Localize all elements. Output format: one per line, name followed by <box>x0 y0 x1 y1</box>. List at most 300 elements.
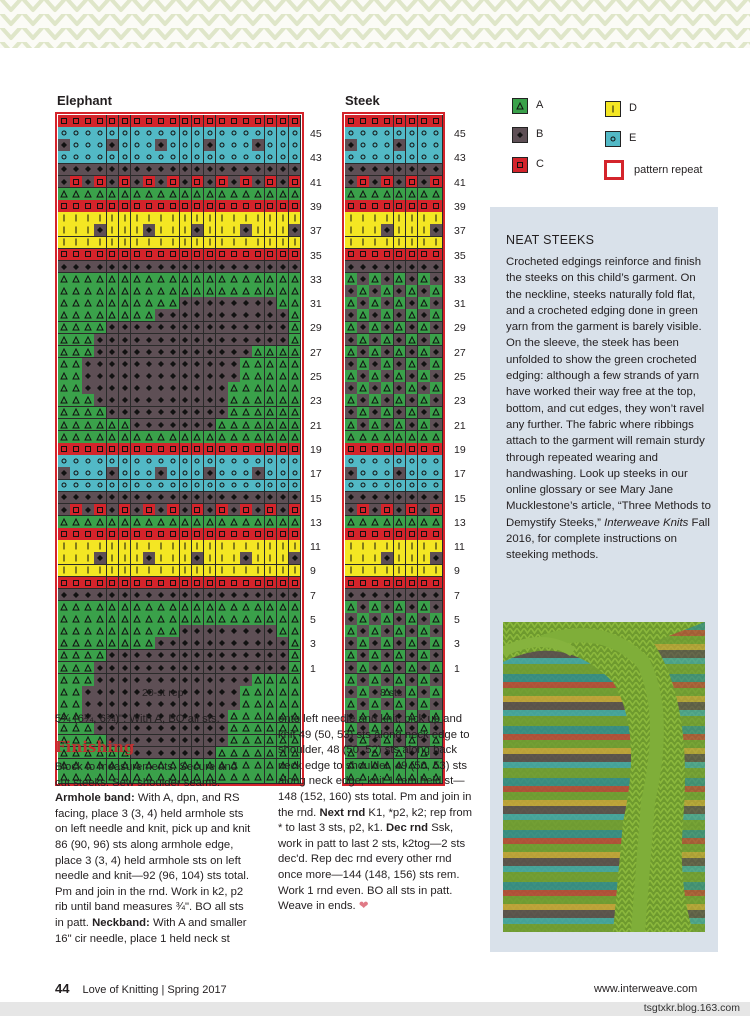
stitch-symbol-icon <box>350 555 352 562</box>
stitch-symbol-icon <box>157 299 165 307</box>
issue-date: | Spring 2017 <box>161 984 227 996</box>
chart-cell <box>357 516 370 529</box>
chart-cell <box>192 662 205 675</box>
chart-cell <box>119 650 132 663</box>
chart-cell <box>192 164 205 177</box>
chart-cell <box>192 601 205 614</box>
stitch-symbol-icon <box>170 349 176 355</box>
stitch-symbol-icon <box>433 118 439 124</box>
chart-cell <box>180 650 193 663</box>
stitch-symbol-icon <box>291 323 299 331</box>
chart-cell <box>70 237 83 250</box>
chart-cell <box>418 237 431 250</box>
stitch-symbol-icon <box>280 203 286 209</box>
chart-cell <box>167 431 180 444</box>
stitch-symbol-icon <box>170 446 176 452</box>
chart-cell <box>357 492 370 505</box>
stitch-symbol-icon <box>96 615 104 623</box>
stitch-symbol-icon <box>85 470 91 476</box>
chart-cell <box>430 382 443 395</box>
stitch-symbol-icon <box>266 615 274 623</box>
chart-cell <box>289 565 302 578</box>
stitch-symbol-icon <box>347 651 355 659</box>
stitch-symbol-icon <box>291 433 299 441</box>
chart-cell <box>418 346 431 359</box>
stitch-symbol-icon <box>207 750 213 756</box>
chart-cell <box>394 407 407 420</box>
stitch-symbol-icon <box>109 397 115 403</box>
stitch-symbol-icon <box>194 580 200 586</box>
stitch-symbol-icon <box>267 264 273 270</box>
stitch-symbol-icon <box>194 531 200 537</box>
stitch-symbol-icon <box>158 640 164 646</box>
stitch-symbol-icon <box>133 627 141 635</box>
stitch-symbol-icon <box>279 603 287 611</box>
stitch-symbol-icon <box>109 482 115 488</box>
stitch-symbol-icon <box>360 130 366 136</box>
chart-cell <box>94 285 107 298</box>
chart-cell <box>131 370 144 383</box>
chart-cell <box>345 127 358 140</box>
stitch-symbol-icon <box>395 299 403 307</box>
chart-cell <box>204 540 217 553</box>
chart-cell <box>289 370 302 383</box>
stitch-symbol-icon <box>60 311 68 319</box>
stitch-symbol-icon <box>194 154 200 160</box>
chart-cell <box>131 382 144 395</box>
chart-cell <box>240 601 253 614</box>
chart-cell <box>167 261 180 274</box>
stitch-symbol-icon <box>158 737 164 743</box>
stitch-symbol-icon <box>85 580 91 586</box>
chart-cell <box>107 297 120 310</box>
stitch-symbol-icon <box>279 275 287 283</box>
chart-cell <box>155 431 168 444</box>
stitch-symbol-icon <box>182 422 188 428</box>
chart-cell <box>216 394 229 407</box>
chart-cell <box>406 443 419 456</box>
chart-cell <box>204 467 217 480</box>
stitch-symbol-icon <box>72 615 80 623</box>
stitch-symbol-icon <box>420 627 428 635</box>
stitch-symbol-icon <box>280 251 286 257</box>
stitch-symbol-icon <box>269 227 271 234</box>
chart-cell <box>216 552 229 565</box>
stitch-symbol-icon <box>243 665 249 671</box>
chart-cell <box>58 358 71 371</box>
chart-cell <box>381 334 394 347</box>
chart-cell <box>394 115 407 128</box>
chart-cell <box>119 346 132 359</box>
chart-cell <box>345 504 358 517</box>
chart-cell <box>82 139 95 152</box>
stitch-symbol-icon <box>134 130 140 136</box>
stitch-symbol-icon <box>409 118 415 124</box>
chart-cell <box>252 686 265 699</box>
stitch-symbol-icon <box>279 408 287 416</box>
chart-cell <box>143 151 156 164</box>
stitch-symbol-icon <box>207 130 213 136</box>
chart-cell <box>94 686 107 699</box>
stitch-symbol-icon <box>182 494 188 500</box>
stitch-symbol-icon <box>242 384 250 392</box>
chart-cell <box>204 698 217 711</box>
chart-cell <box>216 443 229 456</box>
chart-cell <box>265 212 278 225</box>
stitch-symbol-icon <box>194 227 200 233</box>
stitch-symbol-icon <box>255 300 261 306</box>
chart-cell <box>277 589 290 602</box>
stitch-symbol-icon <box>243 592 249 598</box>
chart-cell <box>406 358 419 371</box>
chart-cell <box>345 528 358 541</box>
stitch-symbol-icon <box>157 603 165 611</box>
stitch-symbol-icon <box>279 396 287 404</box>
stitch-symbol-icon <box>60 190 68 198</box>
chart-cell <box>167 334 180 347</box>
chart-cell <box>155 394 168 407</box>
stitch-symbol-icon <box>383 311 391 319</box>
chart-cell <box>289 249 302 262</box>
stitch-symbol-icon <box>374 215 376 222</box>
stitch-symbol-icon <box>134 458 140 464</box>
stitch-symbol-icon <box>423 543 425 550</box>
chart-cell <box>265 261 278 274</box>
chart-cell <box>167 249 180 262</box>
chart-cell <box>406 188 419 201</box>
stitch-symbol-icon <box>433 628 439 634</box>
row-number-elephant: 33 <box>310 273 322 286</box>
chart-cell <box>418 176 431 189</box>
chart-cell <box>394 467 407 480</box>
chart-cell <box>82 285 95 298</box>
stitch-symbol-icon <box>134 689 140 695</box>
chart-cell <box>418 212 431 225</box>
stitch-symbol-icon <box>193 275 201 283</box>
stitch-symbol-icon <box>84 348 92 356</box>
chart-cell <box>265 613 278 626</box>
chart-cell <box>58 540 71 553</box>
chart-cell <box>119 115 132 128</box>
chart-cell <box>240 115 253 128</box>
stitch-symbol-icon <box>121 190 129 198</box>
chart-cell <box>155 601 168 614</box>
chart-cell <box>119 285 132 298</box>
chart-cell <box>406 407 419 420</box>
chart-cell <box>119 200 132 213</box>
stitch-symbol-icon <box>84 336 92 344</box>
chart-cell <box>357 455 370 468</box>
stitch-symbol-icon <box>408 190 416 198</box>
chart-cell <box>119 382 132 395</box>
chart-cell <box>369 650 382 663</box>
chart-cell <box>155 589 168 602</box>
chart-cell <box>192 285 205 298</box>
chart-cell <box>228 443 241 456</box>
chart-cell <box>216 127 229 140</box>
stitch-symbol-icon <box>134 652 140 658</box>
chart-cell <box>240 151 253 164</box>
stitch-symbol-icon <box>243 264 249 270</box>
chart-cell <box>94 613 107 626</box>
stitch-symbol-icon <box>420 518 428 526</box>
stitch-symbol-icon <box>169 615 177 623</box>
chart-cell <box>430 480 443 493</box>
stitch-symbol-icon <box>85 361 91 367</box>
stitch-symbol-icon <box>84 603 92 611</box>
chart-cell <box>70 601 83 614</box>
chart-cell <box>143 528 156 541</box>
stitch-symbol-icon <box>291 360 299 368</box>
stitch-symbol-icon <box>266 287 274 295</box>
chart-cell <box>381 237 394 250</box>
chart-cell <box>289 431 302 444</box>
chart-cell <box>381 176 394 189</box>
stitch-symbol-icon <box>242 749 250 757</box>
stitch-symbol-icon <box>384 324 390 330</box>
chart-cell <box>192 419 205 432</box>
chart-cell <box>82 188 95 201</box>
chart-cell <box>406 237 419 250</box>
chart-cell <box>143 322 156 335</box>
stitch-symbol-icon <box>134 203 140 209</box>
chart-cell <box>265 759 278 772</box>
chart-cell <box>155 237 168 250</box>
stitch-symbol-icon <box>347 627 355 635</box>
stitch-symbol-icon <box>279 348 287 356</box>
chart-cell <box>369 467 382 480</box>
row-number-steek: 23 <box>454 395 466 408</box>
chart-cell <box>252 322 265 335</box>
stitch-symbol-icon <box>398 555 400 562</box>
stitch-symbol-icon <box>121 518 129 526</box>
stitch-symbol-icon <box>280 264 286 270</box>
chart-cell <box>277 552 290 565</box>
chart-cell <box>394 164 407 177</box>
stitch-symbol-icon <box>85 446 91 452</box>
chart-cell <box>119 516 132 529</box>
chart-cell <box>418 273 431 286</box>
chart-cell <box>58 224 71 237</box>
chart-cell <box>192 504 205 517</box>
stitch-symbol-icon <box>420 299 428 307</box>
legend-swatch-a <box>512 98 528 114</box>
chart-cell <box>394 419 407 432</box>
chart-cell <box>430 176 443 189</box>
chart-cell <box>94 309 107 322</box>
chart-cell <box>430 237 443 250</box>
stitch-symbol-icon <box>409 604 415 610</box>
chart-cell <box>155 382 168 395</box>
stitch-symbol-icon <box>360 276 366 282</box>
chart-cell <box>167 346 180 359</box>
chart-cell <box>82 237 95 250</box>
chart-cell <box>216 382 229 395</box>
stitch-symbol-icon <box>267 300 273 306</box>
chart-cell <box>289 419 302 432</box>
chart-cell <box>167 735 180 748</box>
stitch-symbol-icon <box>219 179 225 185</box>
stitch-symbol-icon <box>398 239 400 246</box>
chart-cell <box>345 249 358 262</box>
stitch-symbol-icon <box>267 118 273 124</box>
chart-cell <box>277 273 290 286</box>
chart-cell <box>70 577 83 590</box>
stitch-symbol-icon <box>243 580 249 586</box>
chart-cell <box>240 467 253 480</box>
chart-cell <box>192 139 205 152</box>
stitch-symbol-icon <box>97 130 103 136</box>
chart-cell <box>228 358 241 371</box>
row-number-steek: 7 <box>454 589 460 602</box>
stitch-symbol-icon <box>421 446 427 452</box>
stitch-symbol-icon <box>170 677 176 683</box>
chart-cell <box>94 516 107 529</box>
chart-cell <box>357 200 370 213</box>
stitch-symbol-icon <box>254 688 262 696</box>
stitch-symbol-icon <box>292 555 298 561</box>
chart-cell <box>82 552 95 565</box>
stitch-symbol-icon <box>122 592 128 598</box>
chart-cell <box>58 662 71 675</box>
chart-cell <box>252 176 265 189</box>
stitch-symbol-icon <box>396 179 402 185</box>
chart-cell <box>277 443 290 456</box>
chart-cell <box>394 188 407 201</box>
stitch-symbol-icon <box>108 190 116 198</box>
stitch-symbol-icon <box>157 518 165 526</box>
stitch-symbol-icon <box>122 446 128 452</box>
stitch-symbol-icon <box>279 627 287 635</box>
chart-cell <box>369 273 382 286</box>
stitch-symbol-icon <box>122 580 128 586</box>
stitch-symbol-icon <box>207 409 213 415</box>
stitch-symbol-icon <box>158 337 164 343</box>
stitch-symbol-icon <box>109 130 115 136</box>
chart-cell <box>155 115 168 128</box>
stitch-symbol-icon <box>396 130 402 136</box>
stitch-symbol-icon <box>408 639 416 647</box>
chart-cell <box>406 492 419 505</box>
stitch-symbol-icon <box>182 179 188 185</box>
chart-cell <box>252 224 265 237</box>
stitch-symbol-icon <box>209 215 211 222</box>
stitch-symbol-icon <box>172 215 174 222</box>
stitch-symbol-icon <box>145 615 153 623</box>
stitch-symbol-icon <box>194 118 200 124</box>
row-number-elephant: 5 <box>310 614 316 626</box>
stitch-symbol-icon <box>242 275 250 283</box>
chart-cell <box>82 127 95 140</box>
stitch-symbol-icon <box>282 555 284 562</box>
stitch-symbol-icon <box>420 433 428 441</box>
stitch-symbol-icon <box>433 300 439 306</box>
row-number-elephant: 35 <box>310 249 322 262</box>
chart-cell <box>70 261 83 274</box>
stitch-symbol-icon <box>145 287 153 295</box>
stitch-symbol-icon <box>219 264 225 270</box>
chart-cell <box>240 261 253 274</box>
stitch-symbol-icon <box>207 677 213 683</box>
stitch-symbol-icon <box>145 311 153 319</box>
stitch-symbol-icon <box>266 372 274 380</box>
chart-cell <box>430 139 443 152</box>
stitch-symbol-icon <box>291 311 299 319</box>
stitch-symbol-icon <box>61 592 67 598</box>
stitch-symbol-icon <box>255 652 261 658</box>
chart-cell <box>131 237 144 250</box>
stitch-symbol-icon <box>72 651 80 659</box>
stitch-symbol-icon <box>219 409 225 415</box>
stitch-symbol-icon <box>384 482 390 488</box>
chart-cell <box>430 164 443 177</box>
chart-cell <box>82 480 95 493</box>
stitch-symbol-icon <box>196 215 198 222</box>
stitch-symbol-icon <box>396 203 402 209</box>
stitch-symbol-icon <box>266 736 274 744</box>
stitch-symbol-icon <box>169 627 177 635</box>
chart-cell <box>94 224 107 237</box>
stitch-symbol-icon <box>396 118 402 124</box>
chart-cell <box>58 346 71 359</box>
stitch-symbol-icon <box>242 615 250 623</box>
stitch-symbol-icon <box>207 118 213 124</box>
stitch-symbol-icon <box>72 688 80 696</box>
stitch-symbol-icon <box>60 615 68 623</box>
chart-cell <box>228 625 241 638</box>
stitch-symbol-icon <box>255 470 261 476</box>
stitch-symbol-icon <box>409 397 415 403</box>
stitch-symbol-icon <box>348 616 354 622</box>
chart-cell <box>131 467 144 480</box>
stitch-symbol-icon <box>396 494 402 500</box>
stitch-symbol-icon <box>219 580 225 586</box>
stitch-symbol-icon <box>433 422 439 428</box>
stitch-symbol-icon <box>122 361 128 367</box>
chart-cell <box>430 151 443 164</box>
stitch-symbol-icon <box>233 227 235 234</box>
chart-cell <box>82 455 95 468</box>
chart-cell <box>369 613 382 626</box>
stitch-symbol-icon <box>267 251 273 257</box>
chart-cell <box>289 650 302 663</box>
stitch-symbol-icon <box>420 190 428 198</box>
chart-cell <box>155 637 168 650</box>
chart-cell <box>228 382 241 395</box>
stitch-symbol-icon <box>146 324 152 330</box>
stitch-symbol-icon <box>63 227 65 234</box>
stitch-symbol-icon <box>230 287 238 295</box>
stitch-symbol-icon <box>73 580 79 586</box>
chart-cell <box>58 237 71 250</box>
chart-cell <box>430 504 443 517</box>
stitch-symbol-icon <box>219 701 225 707</box>
chart-cell <box>192 747 205 760</box>
stitch-symbol-icon <box>266 676 274 684</box>
chart-cell <box>70 674 83 687</box>
sidebar-body <box>506 254 714 564</box>
stitch-symbol-icon <box>411 567 413 574</box>
chart-cell <box>277 297 290 310</box>
stitch-symbol-icon <box>371 518 379 526</box>
chart-cell <box>406 565 419 578</box>
stitch-symbol-icon <box>243 337 249 343</box>
chart-cell <box>406 650 419 663</box>
chart-cell <box>131 698 144 711</box>
chart-cell <box>70 176 83 189</box>
row-number-elephant: 17 <box>310 468 322 481</box>
stitch-symbol-icon <box>409 446 415 452</box>
